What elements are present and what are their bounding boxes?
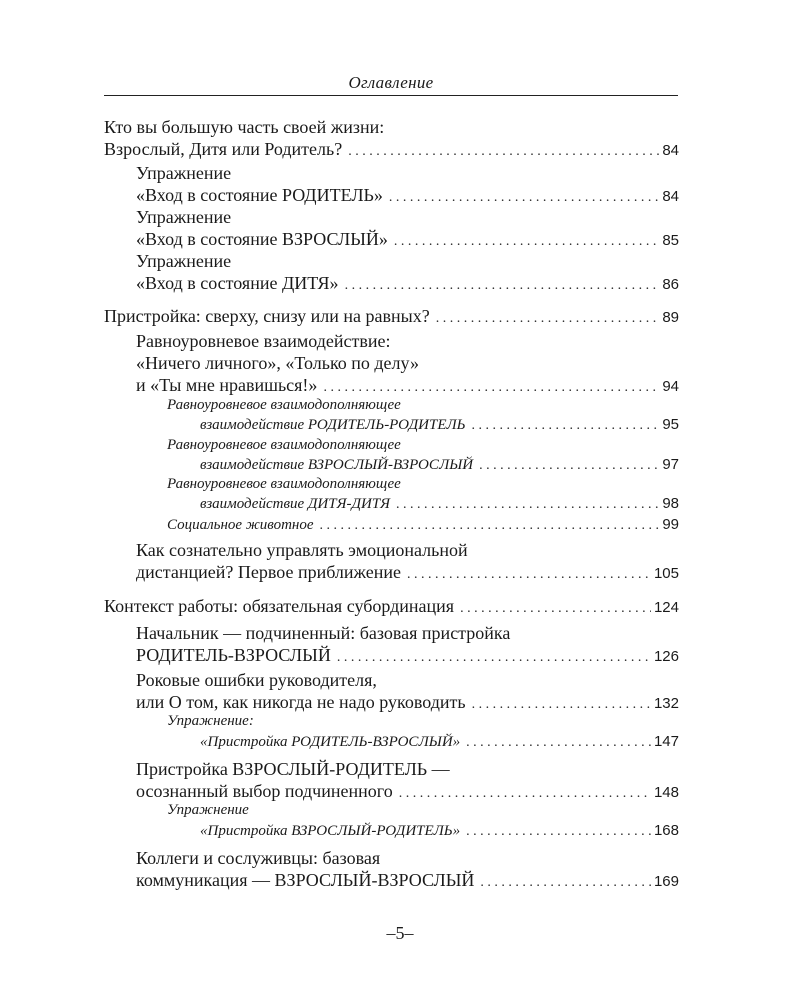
- dot-leader: [466, 735, 651, 751]
- toc-entry: [167, 516, 679, 538]
- toc-entry-page: 168: [653, 822, 679, 839]
- toc-entry-title: осознанный выбор подчиненного: [136, 781, 393, 801]
- toc-entry: [104, 596, 679, 618]
- toc-entry-title: Упражнение: [136, 163, 232, 183]
- toc-entry-title: Начальник — подчиненный: базовая пристройка: [136, 623, 511, 643]
- toc-entry-page: 99: [662, 516, 679, 533]
- toc-entry-title: Контекст работы: обязательная субординация: [104, 596, 455, 616]
- toc-entry: [136, 870, 679, 892]
- toc-entry-title: Пристройка ВЗРОСЛЫЙ-РОДИТЕЛЬ —: [136, 759, 450, 779]
- toc-entry: [167, 802, 679, 824]
- toc-entry-page: 94: [662, 378, 679, 395]
- dot-leader: [396, 497, 659, 513]
- toc-entry-page: 105: [653, 565, 679, 582]
- dot-leader: [345, 278, 660, 294]
- toc-entry-page: 89: [662, 309, 679, 326]
- toc-entry-page: 169: [653, 873, 679, 890]
- toc-entry: [136, 375, 679, 397]
- toc-entry: [200, 733, 679, 755]
- toc-entry: [136, 207, 679, 229]
- dot-leader: [399, 786, 651, 802]
- toc-entry-title: и «Ты мне нравишься!»: [136, 375, 318, 395]
- toc-entry: [136, 759, 679, 781]
- toc-entry: [104, 117, 679, 139]
- toc-entry-title: «Вход в состояние РОДИТЕЛЬ»: [136, 185, 383, 205]
- dot-leader: [323, 380, 659, 396]
- toc-entry: [136, 562, 679, 584]
- toc-entry: [136, 540, 679, 562]
- toc-entry-page: 95: [662, 416, 679, 433]
- toc-entry-title: Упражнение: [136, 207, 232, 227]
- toc-entry: [200, 416, 679, 438]
- dot-leader: [407, 567, 651, 583]
- toc-entry: [200, 495, 679, 517]
- toc-entry: [136, 273, 679, 295]
- toc-entry: [136, 331, 679, 353]
- toc-entry-title: Пристройка: сверху, снизу или на равных?: [104, 306, 430, 326]
- toc-entry-title: взаимодействие ДИТЯ-ДИТЯ: [200, 496, 391, 512]
- dot-leader: [394, 234, 659, 250]
- toc-entry-page: 84: [662, 188, 679, 205]
- dot-leader: [337, 650, 651, 666]
- toc-entry-page: 84: [662, 142, 679, 159]
- toc-entry-page: 97: [662, 456, 679, 473]
- toc-entry-title: «Вход в состояние ВЗРОСЛЫЙ»: [136, 229, 388, 249]
- toc-entry-page: 132: [653, 695, 679, 712]
- toc-entry-title: Упражнение: [167, 802, 249, 818]
- toc-entry: [136, 163, 679, 185]
- dot-leader: [460, 601, 651, 617]
- running-header: Оглавление: [348, 73, 434, 92]
- dot-leader: [436, 311, 660, 327]
- toc-entry-page: 86: [662, 276, 679, 293]
- toc-entry-title: взаимодействие ВЗРОСЛЫЙ-ВЗРОСЛЫЙ: [200, 457, 474, 473]
- toc-entry-title: или О том, как никогда не надо руководить: [136, 692, 466, 712]
- toc-entry-page: 147: [653, 733, 679, 750]
- dot-leader: [472, 418, 660, 434]
- toc-entry: [104, 139, 679, 161]
- dot-leader: [389, 190, 659, 206]
- toc-entry-title: Как сознательно управлять эмоциональной: [136, 540, 468, 560]
- dot-leader: [320, 518, 660, 534]
- toc-entry: [167, 713, 679, 735]
- toc-entry-title: Кто вы большую часть своей жизни:: [104, 117, 385, 137]
- toc-entry: [136, 645, 679, 667]
- toc-entry-title: «Пристройка ВЗРОСЛЫЙ-РОДИТЕЛЬ»: [200, 823, 461, 839]
- toc-entry-page: 124: [653, 599, 679, 616]
- toc-entry: [136, 623, 679, 645]
- toc-entry-title: РОДИТЕЛЬ-ВЗРОСЛЫЙ: [136, 645, 331, 665]
- toc-entry: [200, 456, 679, 478]
- toc-entry-page: 148: [653, 784, 679, 801]
- dot-leader: [472, 697, 651, 713]
- dot-leader: [348, 144, 659, 160]
- toc-entry: [136, 670, 679, 692]
- dot-leader: [480, 875, 651, 891]
- toc-entry-title: Социальное животное: [167, 517, 314, 533]
- toc-entry-title: Равноуровневое взаимодополняющее: [167, 476, 401, 492]
- toc-entry-page: 98: [662, 495, 679, 512]
- toc-entry: [136, 353, 679, 375]
- toc-entry: [104, 306, 679, 328]
- toc-entry-page: 85: [662, 232, 679, 249]
- dot-leader: [466, 824, 651, 840]
- toc-entry-title: Равноуровневое взаимодействие:: [136, 331, 391, 351]
- toc-entry: [136, 781, 679, 803]
- toc-entry-page: 126: [653, 648, 679, 665]
- toc-entry-title: Взрослый, Дитя или Родитель?: [104, 139, 343, 159]
- toc-entry-title: Равноуровневое взаимодополняющее: [167, 397, 401, 413]
- toc-entry-title: Коллеги и сослуживцы: базовая: [136, 848, 381, 868]
- toc-entry: [200, 822, 679, 844]
- toc-entry-title: дистанцией? Первое приближение: [136, 562, 401, 582]
- page-number: –5–: [386, 923, 414, 943]
- toc-entry-title: Равноуровневое взаимодополняющее: [167, 437, 401, 453]
- toc-entry-title: «Вход в состояние ДИТЯ»: [136, 273, 339, 293]
- toc-entry-title: «Пристройка РОДИТЕЛЬ-ВЗРОСЛЫЙ»: [200, 734, 461, 750]
- toc-entry: [136, 229, 679, 251]
- toc-entry-title: коммуникация — ВЗРОСЛЫЙ-ВЗРОСЛЫЙ: [136, 870, 475, 890]
- toc-entry-title: Роковые ошибки руководителя,: [136, 670, 377, 690]
- toc-entry-title: «Ничего личного», «Только по делу»: [136, 353, 419, 373]
- toc-entry: [136, 692, 679, 714]
- dot-leader: [479, 458, 659, 474]
- toc-entry-title: взаимодействие РОДИТЕЛЬ-РОДИТЕЛЬ: [200, 417, 466, 433]
- toc-entry: [136, 251, 679, 273]
- toc-entry: [136, 185, 679, 207]
- toc-entry-title: Упражнение:: [167, 713, 254, 729]
- toc-entry-title: Упражнение: [136, 251, 232, 271]
- toc-entry: [136, 848, 679, 870]
